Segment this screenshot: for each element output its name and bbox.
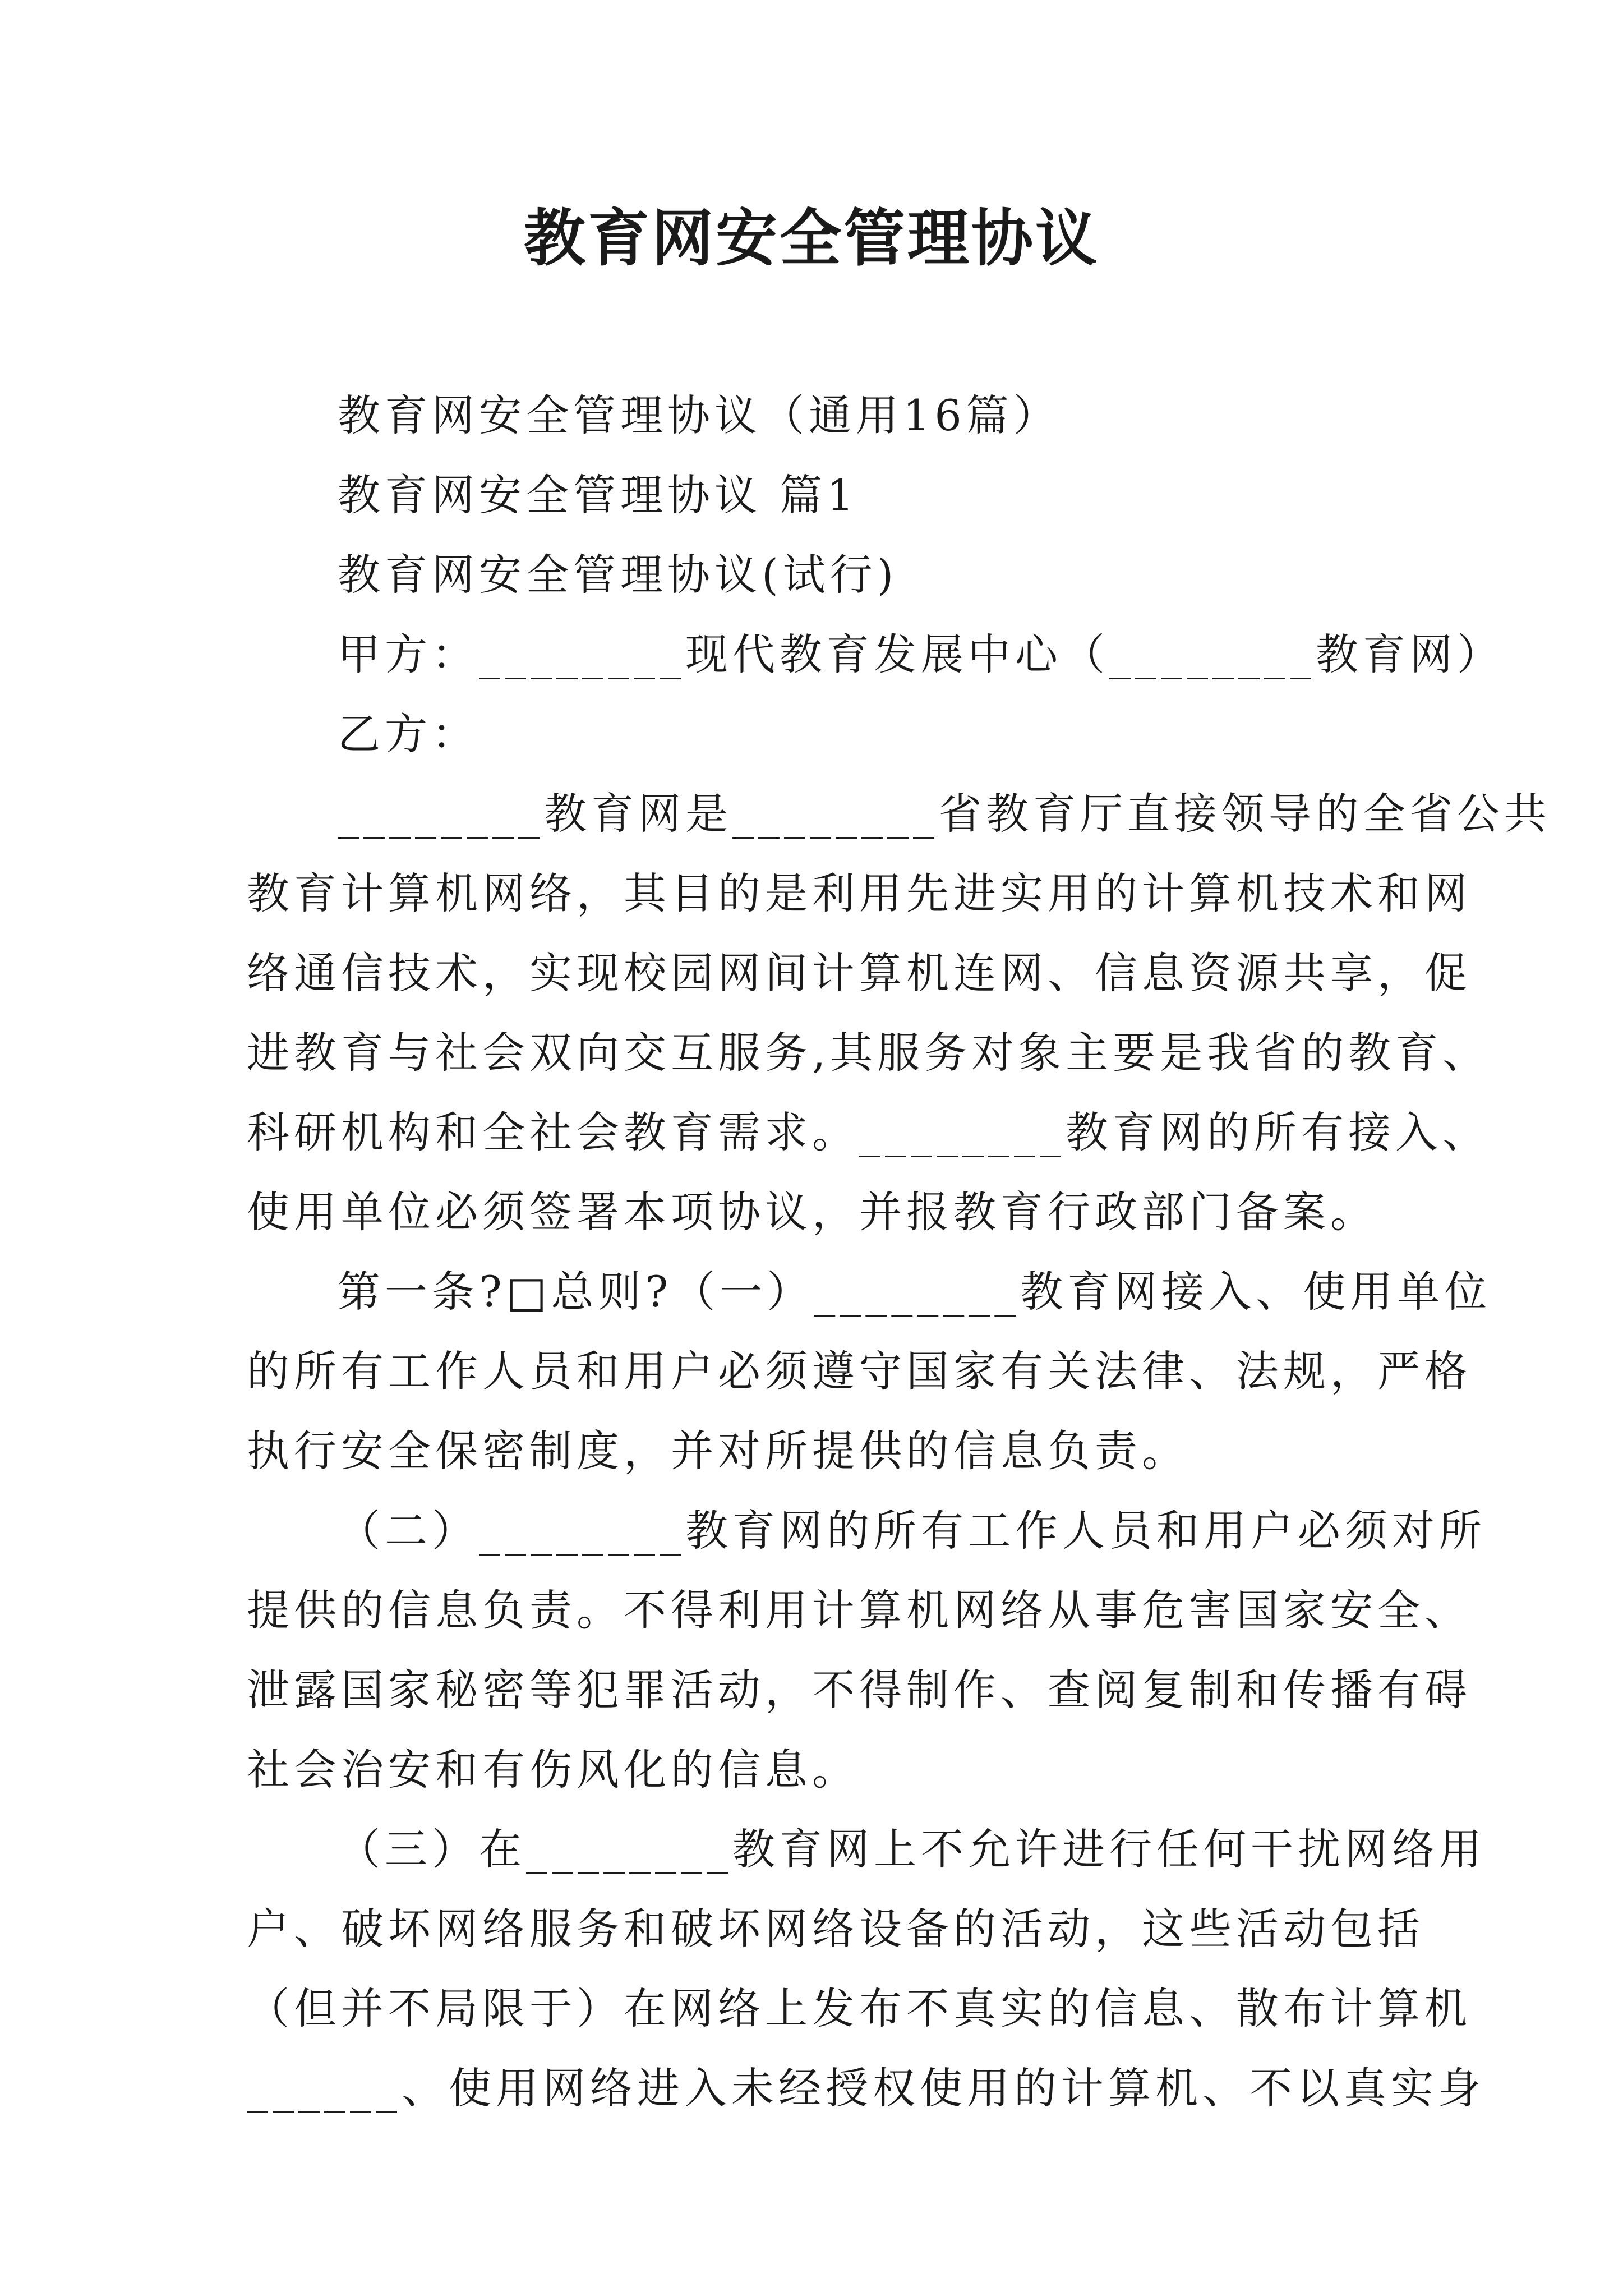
- paragraph-line: 科研机构和全社会教育需求。________教育网的所有接入、: [247, 1107, 1490, 1157]
- paragraph-line: 社会治安和有伤风化的信息。: [247, 1745, 859, 1795]
- paragraph-line: 提供的信息负责。不得利用计算机网络从事危害国家安全、: [247, 1585, 1472, 1635]
- paragraph-line: 络通信技术，实现校园网间计算机连网、信息资源共享，促: [247, 948, 1472, 998]
- heading-line: 教育网安全管理协议(试行): [338, 550, 898, 600]
- paragraph-line: 户、破坏网络服务和破坏网络设备的活动，这些活动包括: [247, 1904, 1424, 1954]
- paragraph-line: 第一条?□总则?（一）________教育网接入、使用单位: [338, 1267, 1492, 1317]
- heading-line: 教育网安全管理协议（通用16篇）: [338, 390, 1061, 440]
- paragraph-line: 使用单位必须签署本项协议，并报教育行政部门备案。: [247, 1187, 1377, 1237]
- party-a-line: 甲方：________现代教育发展中心（________教育网）: [338, 629, 1504, 679]
- paragraph-line: （但并不局限于）在网络上发布不真实的信息、散布计算机: [247, 1984, 1472, 2033]
- paragraph-line: 的所有工作人员和用户必须遵守国家有关法律、法规，严格: [247, 1346, 1472, 1396]
- party-b-line: 乙方：: [338, 709, 479, 759]
- paragraph-line: 执行安全保密制度，并对所提供的信息负责。: [247, 1426, 1189, 1476]
- document-body: [247, 376, 1551, 2128]
- paragraph-line: （二）________教育网的所有工作人员和用户必须对所: [338, 1506, 1486, 1556]
- document-title: 教育网安全管理协议: [524, 202, 1099, 274]
- paragraph-line: ________教育网是________省教育厅直接领导的全省公共: [338, 789, 1551, 839]
- heading-line: 教育网安全管理协议 篇1: [338, 470, 859, 520]
- paragraph-line: 泄露国家秘密等犯罪活动，不得制作、查阅复制和传播有碍: [247, 1665, 1472, 1715]
- paragraph-line: （三）在________教育网上不允许进行任何干扰网络用: [338, 1824, 1486, 1874]
- paragraph-line: ______、使用网络进入未经授权使用的计算机、不以真实身: [247, 2063, 1485, 2113]
- paragraph-line: 进教育与社会双向交互服务,其服务对象主要是我省的教育、: [247, 1028, 1490, 1078]
- paragraph-line: 教育计算机网络，其目的是利用先进实用的计算机技术和网: [247, 868, 1472, 918]
